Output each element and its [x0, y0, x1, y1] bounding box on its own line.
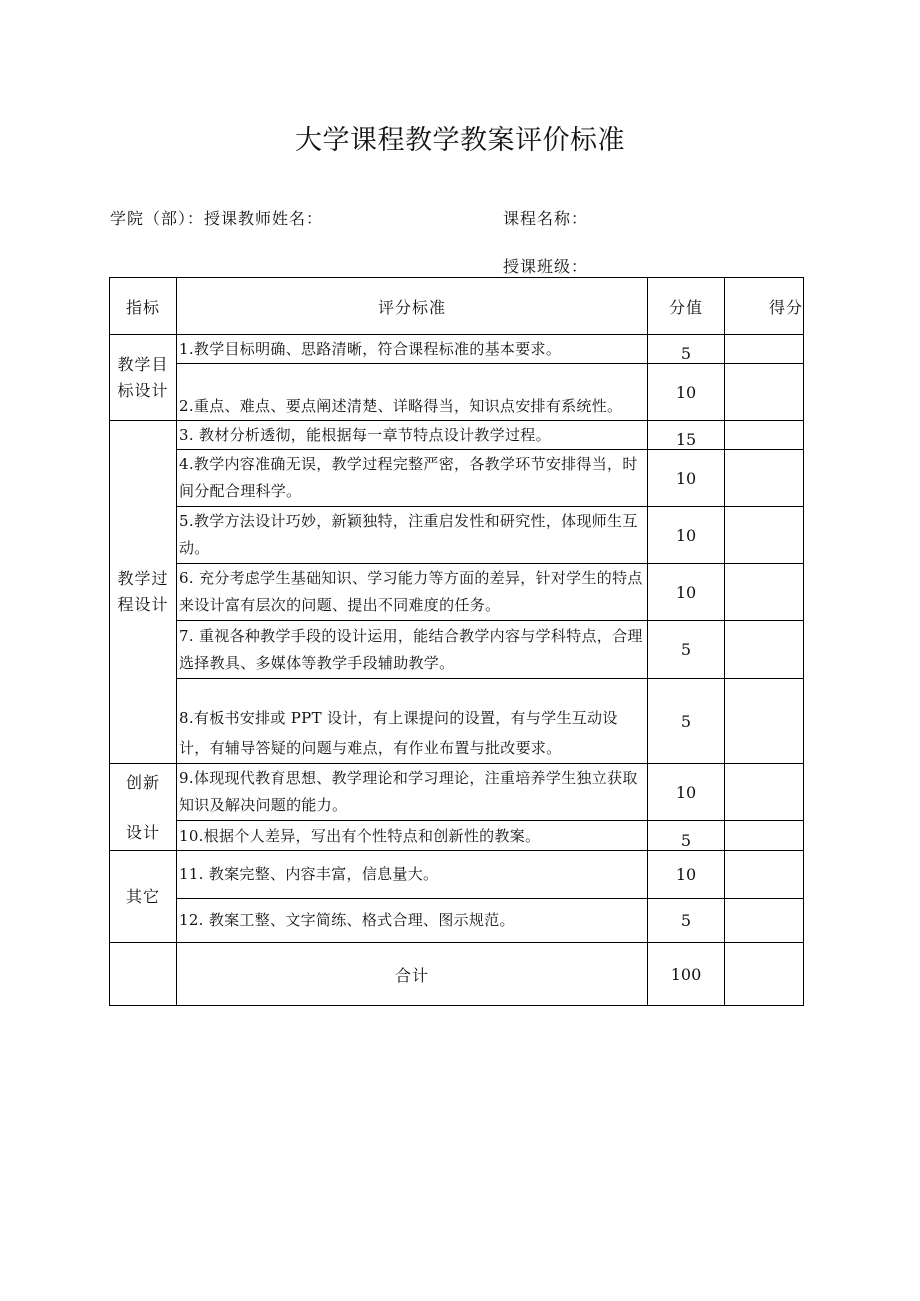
score-input-cell[interactable] — [725, 335, 804, 364]
category-goal-design — [110, 335, 177, 421]
criterion-cell: 6. 充分考虑学生基础知识、学习能力等方面的差异，针对学生的特点来设计富有层次的问题、提出不同难度的任务。 — [177, 564, 648, 621]
total-score-input-cell[interactable] — [725, 943, 804, 1006]
table-row — [110, 899, 804, 943]
points-cell: 10 — [648, 851, 725, 899]
score-input-cell[interactable] — [725, 421, 804, 450]
score-input-cell[interactable] — [725, 450, 804, 507]
score-input-cell[interactable] — [725, 564, 804, 621]
score-input-cell[interactable] — [725, 364, 804, 421]
page-title: 大学课程教学教案评价标准 — [295, 125, 625, 156]
score-input-cell[interactable] — [725, 507, 804, 564]
category-label: 教学目标设计 — [117, 354, 169, 400]
table-row — [110, 335, 804, 364]
score-input-cell[interactable] — [725, 679, 804, 764]
table-row — [110, 679, 804, 764]
points-cell: 5 — [648, 821, 725, 851]
points-cell: 10 — [648, 364, 725, 421]
score-input-cell[interactable] — [725, 621, 804, 679]
criterion-cell: 5.教学方法设计巧妙，新颖独特，注重启发性和研究性，体现师生互动。 — [177, 507, 648, 564]
criterion-cell: 9.体现现代教育思想、教学理论和学习理论，注重培养学生独立获取知识及解决问题的能力。 — [177, 764, 648, 821]
course-field-label: 课程名称： — [503, 209, 589, 228]
score-input-cell[interactable] — [725, 899, 804, 943]
score-input-cell[interactable] — [725, 821, 804, 851]
score-input-cell[interactable] — [725, 764, 804, 821]
points-cell: 10 — [648, 450, 725, 507]
category-process-design — [110, 421, 177, 764]
points-cell: 5 — [648, 335, 725, 364]
table-row — [110, 421, 804, 450]
header-points: 分值 — [648, 278, 725, 335]
class-field-label: 授课班级： — [503, 257, 589, 276]
header-criteria: 评分标准 — [177, 278, 648, 335]
table-row — [110, 364, 804, 421]
points-cell: 10 — [648, 764, 725, 821]
points-cell: 5 — [648, 679, 725, 764]
table-row — [110, 821, 804, 851]
criterion-cell: 11. 教案完整、内容丰富，信息量大。 — [177, 851, 648, 899]
score-input-cell[interactable] — [725, 851, 804, 899]
criterion-cell: 3. 教材分析透彻，能根据每一章节特点设计教学过程。 — [177, 421, 648, 450]
points-cell: 5 — [648, 621, 725, 679]
table-header-row — [110, 278, 804, 335]
criterion-cell: 8.有板书安排或 PPT 设计，有上课提问的设置，有与学生互动设计，有辅导答疑的问题与难点，有作业布置与批改要求。 — [177, 679, 648, 764]
teacher-field-label: 授课教师姓名： — [204, 209, 324, 228]
points-cell: 5 — [648, 899, 725, 943]
points-cell: 10 — [648, 507, 725, 564]
table-row — [110, 851, 804, 899]
category-other: 其它 — [110, 851, 177, 943]
table-row — [110, 564, 804, 621]
criterion-cell: 12. 教案工整、文字简练、格式合理、图示规范。 — [177, 899, 648, 943]
criterion-cell: 7. 重视各种教学手段的设计运用，能结合教学内容与学科特点，合理选择教具、多媒体等教学手段辅助教学。 — [177, 621, 648, 679]
points-cell: 15 — [648, 421, 725, 450]
category-label: 教学过程设计 — [117, 569, 169, 614]
table-row — [110, 764, 804, 821]
table-row — [110, 507, 804, 564]
total-points: 100 — [648, 943, 725, 1006]
total-row — [110, 943, 804, 1006]
table-row — [110, 621, 804, 679]
category-label-line-2: 设计 — [125, 823, 160, 842]
header-indicator: 指标 — [110, 278, 177, 335]
evaluation-table — [109, 277, 804, 1006]
total-label: 合计 — [177, 943, 648, 1006]
criterion-cell: 4.教学内容准确无误，教学过程完整严密，各教学环节安排得当，时间分配合理科学。 — [177, 450, 648, 507]
criterion-cell: 2.重点、难点、要点阐述清楚、详略得当，知识点安排有系统性。 — [177, 364, 648, 421]
criterion-cell: 1.教学目标明确、思路清晰，符合课程标准的基本要求。 — [177, 335, 648, 364]
total-indicator-cell — [110, 943, 177, 1006]
category-label-line-1: 创新 — [125, 773, 160, 792]
criterion-cell: 10.根据个人差异，写出有个性特点和创新性的教案。 — [177, 821, 648, 851]
college-field-label: 学院（部）： — [110, 209, 205, 228]
points-cell: 10 — [648, 564, 725, 621]
category-innovation-design — [110, 764, 177, 851]
table-row — [110, 450, 804, 507]
college-label — [110, 206, 323, 229]
header-score: 得分 — [725, 278, 804, 335]
